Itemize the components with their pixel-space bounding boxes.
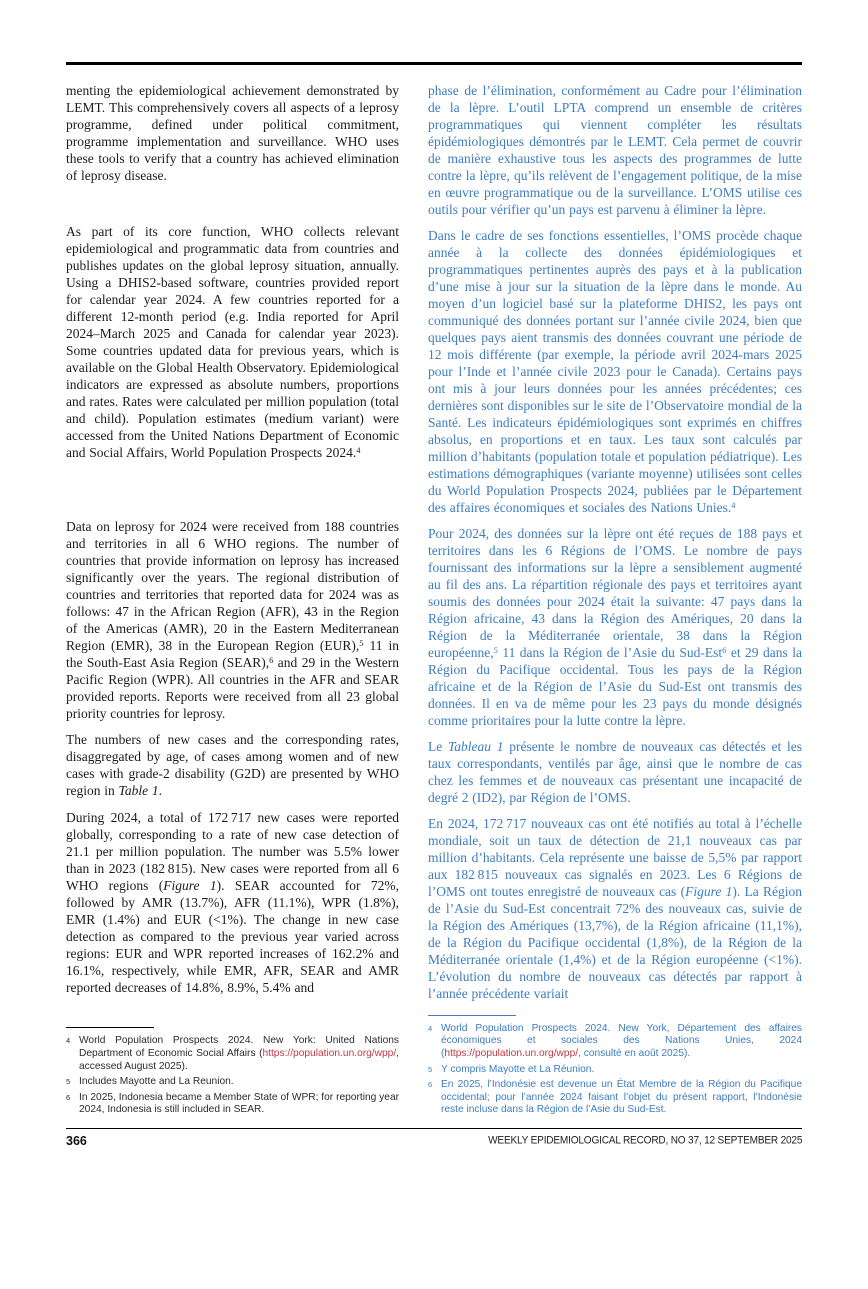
journal-title: WEEKLY EPIDEMIOLOGICAL RECORD, NO 37, 12 SEPTEMBER 2025 bbox=[487, 1134, 802, 1147]
document-page bbox=[0, 62, 868, 1289]
text-run: 11 dans la Région de l’Asie du Sud-Est bbox=[497, 645, 723, 660]
footnote-marker: 6 bbox=[66, 1092, 71, 1102]
text-run: The numbers of new cases and the corresponding rates, disaggregated by age, of cases among women and of new cases with grade-2 disability (G2D) are presented by WHO region in bbox=[66, 732, 399, 798]
text-run: . bbox=[158, 783, 162, 798]
text-run: Figure 1 bbox=[685, 884, 733, 899]
footnote-ref: 5 bbox=[359, 637, 364, 648]
text-run: Y compris Mayotte et La Réunion. bbox=[441, 1063, 595, 1075]
text-run: As part of its core function, WHO collects relevant epidemiological and programmatic data from countries and publishes updates on the global leprosy situation, annually. Using a DHIS2-based software, countries provided report for calendar year 2024. A few countries reported for a different 12-month period (e.g. India reported for April 2024–March 2025 and Canada for calendar year 2023). Some countries updated data for previous years, which is available on the Global Health Observatory. Epidemiological indicators are expressed as absolute numbers, proportions and rates. Rates were calculated per million population (total and child). Population estimates (medium variant) were accessed from the United Nations Department of Economic and Social Affairs, World Population Prospects 2024. bbox=[66, 224, 399, 460]
text-run: In 2025, Indonesia became a Member State of WPR; for reporting year 2024, Indonesia is still included in SEAR. bbox=[79, 1091, 399, 1116]
text-run: World Population Prospects 2024. New York, Département des affaires économiques et sociales des Nations Unies, 2024 ( bbox=[441, 1022, 802, 1060]
footnotes bbox=[428, 1015, 802, 1128]
paragraph bbox=[428, 82, 802, 218]
paragraph bbox=[428, 738, 802, 806]
footnote-marker: 6 bbox=[428, 1080, 433, 1090]
footnote-ref: 5 bbox=[493, 644, 498, 655]
text-run: Figure 1 bbox=[163, 878, 217, 893]
text-run: and 29 in the Western Pacific Region (WPR). All countries in the AFR and SEAR provided reports. Reports were received from all 23 global priority countries for leprosy. bbox=[66, 655, 399, 721]
paragraph bbox=[66, 223, 399, 461]
footnote bbox=[428, 1079, 802, 1117]
text-run: ). La Région de l’Asie du Sud-Est concentrait 72% des nouveaux cas, suivie de la Région des Amériques (13,7%), de la Région africaine (11,1%), de la Région du Pacifique occidental (1,8%), de la Région de la Méditerranée orientale (1,4%) et de la Région européenne (<1%). L’évolution du nombre de nouveaux cas détectés par rapport à l’année précédente variait bbox=[428, 884, 802, 1001]
footnote-marker: 5 bbox=[66, 1077, 71, 1087]
footnote-text bbox=[441, 1064, 802, 1077]
paragraph bbox=[428, 525, 802, 729]
footnote-marker: 4 bbox=[66, 1036, 71, 1046]
text-run: World Population Prospects 2024. New York: United Nations Department of Economic Social Affairs ( bbox=[79, 1035, 399, 1060]
footnote-marker: 5 bbox=[428, 1064, 433, 1074]
paragraph bbox=[66, 82, 399, 184]
paragraph bbox=[66, 809, 399, 996]
text-run: phase de l’élimination, conformément au Cadre pour l’élimination de la lèpre. L’outil LPTA comprend un ensemble de critères programmatiques qui viennent compléter les résultats épidémiologiques démontrés par le LEMT. Cela permet de couvrir de manière exhaustive tous les aspects des programmes de lutte contre la lèpre, qu’ils relèvent de l’engagement politique, de la mise en œuvre programmatique ou de la surveillance. L’OMS utilise ces outils pour vérifier qu’un pays est parvenu à éliminer la lèpre. bbox=[428, 83, 802, 217]
text-run: En 2024, 172 717 nouveaux cas ont été notifiés au total à l’échelle mondiale, soit un taux de détection de 21,1 nouveaux cas par million d’habitants. Cela représente une baisse de 5,5% par rapport aux 182 815 nouveaux cas signalés en 2023. Les 6 Régions de l’OMS ont toutes enregistré de nouveaux cas ( bbox=[428, 816, 802, 899]
footnote-separator bbox=[428, 1015, 516, 1016]
text-run: ). SEAR accounted for 72%, followed by AMR (13.7%), AFR (11.1%), WPR (1.8%), EMR (1.4%) and EUR (<1%). The change in new case detection as compared to the previous year varied across regions: EUR and WPR reported increases of 162.2% and 16.1%, respectively, while EMR, AFR, SEAR and AMR reported decreases of 14.8%, 8.9%, 5.4% and bbox=[66, 878, 399, 995]
text-run: Tableau 1 bbox=[448, 739, 504, 754]
footnote-ref: 4 bbox=[356, 444, 361, 455]
text-run: Includes Mayotte and La Reunion. bbox=[79, 1076, 234, 1088]
page-number: 366 bbox=[66, 1134, 87, 1148]
footnote-text bbox=[441, 1023, 802, 1061]
footnote-text bbox=[79, 1035, 399, 1073]
footnote-ref: 6 bbox=[269, 654, 274, 665]
text-run: 11 in the South-East Asia Region (SEAR), bbox=[66, 638, 399, 670]
paragraph bbox=[428, 815, 802, 1002]
footnote bbox=[428, 1023, 802, 1061]
text-run: Pour 2024, des données sur la lèpre ont été reçues de 188 pays et territoires dans les 6 Régions de l’OMS. Le nombre de pays fournissant des informations sur la lèpre a sensiblement augmenté au fil des ans. La répartition régionale des pays et territoires ayant soumis des données pour 2024 était la suivante: 47 pays dans la Région africaine, 43 dans la Région des Amériques, 20 dans la Région de la Méditerranée orientale, 38 dans la Région européenne, bbox=[428, 526, 802, 660]
footnote-marker: 4 bbox=[428, 1023, 433, 1033]
paragraph bbox=[66, 731, 399, 799]
text-run: présente le nombre de nouveaux cas détectés et les taux correspondants, ventilés par âge, ainsi que le nombre de cas chez les femmes et de nouveaux cas présentant une incapacité de degré 2 (ID2), par Région de l’OMS. bbox=[428, 739, 802, 805]
paragraph bbox=[428, 227, 802, 516]
text-run: menting the epidemiological achievement demonstrated by LEMT. This comprehensively covers all aspects of a leprosy programme, defined under political commitment, programme implementation and surveillance. WHO uses these tools to verify that a country has achieved elimination of leprosy disease. bbox=[66, 83, 399, 183]
text-run: Le bbox=[428, 739, 448, 754]
french-column bbox=[428, 82, 802, 1128]
footnote bbox=[66, 1092, 399, 1117]
text-run: et 29 dans la Région du Pacifique occidental. Tous les pays de la Région africaine et de la Région de l’Asie du Sud-Est ont transmis des données. Il en va de même pour les 23 pays du monde désignés comme prioritaires pour la lutte contre la lèpre. bbox=[428, 645, 802, 728]
text-run: En 2025, l’Indonésie est devenue un État Membre de la Région du Pacifique occidental; pour l’année 2024 faisant l’objet du présent rapport, l’Indonésie reste incluse dans la Région de l’Asie du Sud-Est. bbox=[441, 1079, 802, 1116]
page-footer bbox=[66, 1128, 802, 1148]
footnotes bbox=[66, 1027, 399, 1128]
footnote-ref: 6 bbox=[722, 644, 727, 655]
text-run: , accessed August 2025). bbox=[79, 1048, 399, 1072]
hyperlink[interactable]: https://population.un.org/wpp/ bbox=[262, 1048, 397, 1060]
text-run: , consulté en août 2025). bbox=[578, 1048, 691, 1060]
text-run: Dans le cadre de ses fonctions essentielles, l’OMS procède chaque année à la collecte des données épidémiologiques et programmatiques pertinentes auprès des pays et à la publication d’une mise à jour sur la situation de la lèpre dans le monde. Au moyen d’un logiciel basé sur la plateforme DHIS2, les pays ont communiqué des données portant sur l’année civile 2024, bien que quelques pays aient transmis des données couvrant une période de 12 mois différente (par exemple, la période avril 2024-mars 2025 pour l’Inde et l’année civile 2023 pour le Canada). Certains pays ont mis à jour leurs données pour les années précédentes; ces dernières sont disponibles sur le site de l’Observatoire mondial de la Santé. Les indicateurs épidémiologiques sont exprimés en chiffres absolus, en proportions et en taux. Les taux sont calculés par million d’habitants (population totale et population pédiatrique). Les estimations démographiques (variante moyenne) utilisées sont celles du World Population Prospects 2024, publiées par le Département des affaires économiques et sociales des Nations Unies. bbox=[428, 228, 802, 515]
footnote bbox=[66, 1035, 399, 1073]
footnote-text bbox=[79, 1092, 399, 1117]
two-column-body bbox=[66, 82, 802, 1128]
footnote bbox=[66, 1076, 399, 1089]
footnote-text bbox=[79, 1076, 399, 1089]
footnote bbox=[428, 1064, 802, 1077]
footnote-ref: 4 bbox=[731, 499, 736, 510]
paragraph bbox=[66, 518, 399, 722]
hyperlink[interactable]: https://population.un.org/wpp/ bbox=[444, 1048, 579, 1060]
text-run: During 2024, a total of 172 717 new cases were reported globally, corresponding to a rate of new case detection of 21.1 per million population. The number was 5.5% lower than in 2023 (182 815). New cases were reported from all 6 WHO regions ( bbox=[66, 810, 399, 893]
text-run: Table 1 bbox=[118, 783, 159, 798]
text-run: Data on leprosy for 2024 were received from 188 countries and territories in all 6 WHO regions. The number of countries that provide information on leprosy has increased significantly over the years. The regional distribution of countries and territories that reported data for 2024 was as follows: 47 in the African Region (AFR), 43 in the Region of the Americas (AMR), 20 in the Eastern Mediterranean Region (EMR), 38 in the European Region (EUR), bbox=[66, 519, 399, 653]
footnote-separator bbox=[66, 1027, 154, 1028]
footnote-text bbox=[441, 1079, 802, 1117]
header-rule bbox=[66, 62, 802, 65]
english-column bbox=[66, 82, 399, 1128]
